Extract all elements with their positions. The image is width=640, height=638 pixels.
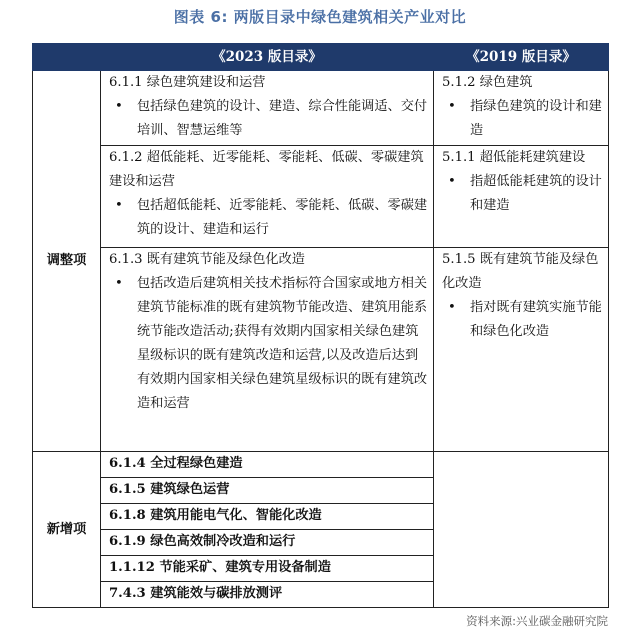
added-item: 7.4.3 建筑能效与碳排放测评	[101, 582, 434, 608]
item-description: 包括绿色建筑的设计、建造、综合性能调适、交付培训、智慧运维等	[137, 99, 428, 138]
cell-2019	[434, 146, 609, 248]
table-row	[33, 71, 609, 146]
added-item: 1.1.12 节能采矿、建筑专用设备制造	[101, 556, 434, 582]
added-item: 6.1.8 建筑用能电气化、智能化改造	[101, 504, 434, 530]
table-header-row	[33, 44, 609, 71]
cell-2023	[101, 71, 434, 146]
bullet-icon: •	[115, 198, 123, 213]
bullet-icon: •	[115, 99, 123, 114]
item-heading: 6.1.2 超低能耗、近零能耗、零能耗、低碳、零碳建筑建设和运营	[109, 150, 424, 189]
item-description: 指超低能耗建筑的设计和建造	[470, 174, 602, 213]
cell-2023	[101, 146, 434, 248]
cell-2019-empty	[434, 452, 609, 608]
source-note: 资料来源:兴业碳金融研究院	[466, 614, 608, 628]
header-2023: 《2023 版目录》	[101, 44, 434, 71]
added-item: 6.1.9 绿色高效制冷改造和运行	[101, 530, 434, 556]
bullet-icon: •	[115, 276, 123, 291]
cell-2023	[101, 248, 434, 452]
item-heading: 5.1.2 绿色建筑	[442, 75, 533, 90]
item-heading: 6.1.1 绿色建筑建设和运营	[109, 75, 266, 90]
item-description: 包括超低能耗、近零能耗、零能耗、低碳、零碳建筑的设计、建造和运行	[137, 198, 428, 237]
bullet-icon: •	[448, 300, 456, 315]
header-empty	[33, 44, 101, 71]
table-row	[33, 452, 609, 478]
comparison-table	[32, 43, 609, 608]
item-description: 指绿色建筑的设计和建造	[470, 99, 602, 138]
cell-2019	[434, 248, 609, 452]
category-adjust: 调整项	[33, 71, 101, 452]
table-row	[33, 248, 609, 452]
figure-title: 图表 6: 两版目录中绿色建筑相关产业对比	[173, 8, 467, 26]
bullet-icon: •	[448, 99, 456, 114]
item-heading: 5.1.1 超低能耗建筑建设	[442, 150, 586, 165]
cell-2019	[434, 71, 609, 146]
item-heading: 5.1.5 既有建筑节能及绿色化改造	[442, 252, 599, 291]
item-heading: 6.1.3 既有建筑节能及绿色化改造	[109, 252, 305, 267]
added-item: 6.1.5 建筑绿色运营	[101, 478, 434, 504]
header-2019: 《2019 版目录》	[434, 44, 609, 71]
item-description: 指对既有建筑实施节能和绿色化改造	[470, 300, 602, 339]
category-added: 新增项	[33, 452, 101, 608]
item-description: 包括改造后建筑相关技术指标符合国家或地方相关建筑节能标准的既有建筑物节能改造、建筑用能系统节能改造活动;获得有效期内国家相关绿色建筑星级标识的既有建筑改造和运营,以及改造后达到有效期内国家相关绿色建筑星级标识的既有建筑改造和运营	[137, 276, 428, 411]
bullet-icon: •	[448, 174, 456, 189]
table-row	[33, 146, 609, 248]
added-item: 6.1.4 全过程绿色建造	[101, 452, 434, 478]
